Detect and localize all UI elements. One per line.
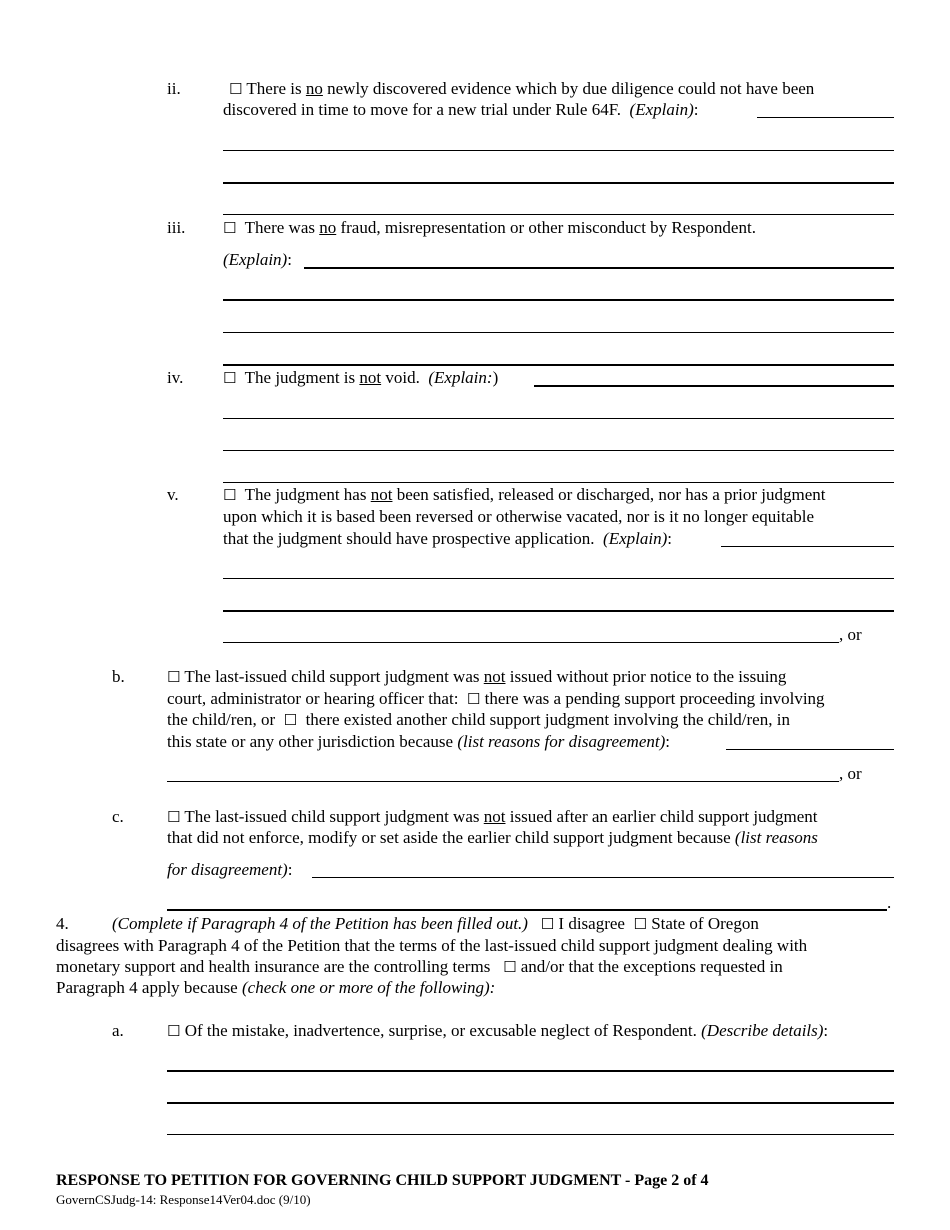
item-iii-emph: no [319, 218, 337, 237]
item-iii-text-post: fraud, misrepresentation or other misconduct by Respondent. [336, 218, 756, 237]
item-c-text-post: issued after an earlier child support judgment [505, 807, 818, 826]
item-c-line1 [167, 806, 818, 828]
item-iii-colon: : [287, 250, 292, 269]
para4-a-details-label: (Describe details) [701, 1021, 824, 1040]
item-b-answer-line[interactable] [726, 749, 894, 750]
item-ii-answer-line[interactable] [757, 117, 894, 118]
item-iii-answer-line[interactable] [223, 332, 894, 333]
item-iii-answer-line[interactable] [223, 364, 894, 366]
para4-a-answer-line[interactable] [167, 1102, 894, 1104]
item-b-checkbox[interactable]: ☐ [167, 668, 181, 686]
item-b-reasons-label: (list reasons for disagreement) [457, 732, 666, 751]
item-v-checkbox[interactable]: ☐ [223, 486, 237, 504]
item-c-checkbox[interactable]: ☐ [167, 808, 181, 826]
para4-number: 4. [56, 914, 69, 933]
item-b-line2 [167, 688, 825, 710]
item-b-line1 [167, 666, 786, 688]
item-iv-emph: not [359, 368, 382, 387]
item-c-line3 [167, 859, 292, 881]
para4-a-colon: : [823, 1021, 829, 1040]
item-ii-emph: no [305, 79, 323, 98]
item-iii-checkbox[interactable]: ☐ [223, 219, 237, 237]
footer-form-code: GovernCSJudg-14: Response14Ver04.doc (9/10) [56, 1192, 311, 1207]
para4-exceptions-checkbox[interactable]: ☐ [503, 958, 517, 976]
item-b-another-checkbox[interactable]: ☐ [283, 711, 298, 729]
footer-title: RESPONSE TO PETITION FOR GOVERNING CHILD SUPPORT JUDGMENT - Page 2 of 4 [56, 1172, 709, 1189]
para4-state-label: State of Oregon [651, 914, 759, 933]
item-v-text-post: been satisfied, released or discharged, nor has a prior judgment [392, 485, 826, 504]
item-c-line2 [167, 827, 818, 849]
item-v-line1 [223, 484, 826, 506]
item-iv-answer-line[interactable] [534, 385, 894, 387]
item-c-colon: : [287, 860, 293, 879]
item-iii-explain-label [223, 249, 292, 271]
item-b-pending-checkbox[interactable]: ☐ [466, 690, 481, 708]
para4-a-checkbox[interactable]: ☐ [167, 1022, 181, 1040]
para4-a-answer-line[interactable] [167, 1134, 894, 1135]
item-b-letter: b. [112, 667, 125, 686]
item-v-answer-line[interactable] [223, 578, 894, 579]
item-iv-explain: (Explain: [428, 368, 493, 387]
item-ii-text-post: newly discovered evidence which by due diligence could not have been [322, 79, 815, 98]
para4-line4-text: Paragraph 4 apply because [56, 978, 238, 997]
para4-line1 [112, 913, 759, 935]
item-v-line3 [223, 528, 672, 550]
item-ii-answer-line[interactable] [223, 214, 894, 215]
para4-a-text: Of the mistake, inadvertence, surprise, or excusable neglect of Respondent. [184, 1021, 697, 1040]
item-c-line2-text: that did not enforce, modify or set aside the earlier child support judgment because [167, 828, 731, 847]
para4-line3 [56, 956, 783, 978]
item-iv-answer-line[interactable] [223, 450, 894, 451]
para4-instruction: (check one or more of the following): [241, 978, 496, 997]
item-iv-text-post: void. [381, 368, 420, 387]
item-iii-number: iii. [167, 218, 186, 237]
item-ii-line2 [223, 99, 698, 121]
item-iv-checkbox[interactable]: ☐ [223, 369, 237, 387]
item-c-emph: not [483, 807, 506, 826]
item-b-line4-text: this state or any other jurisdiction because [167, 732, 454, 751]
item-v-line3-text: that the judgment should have prospective application. [223, 529, 595, 548]
item-ii-line1 [229, 78, 814, 100]
para4-state-checkbox[interactable]: ☐ [633, 915, 647, 933]
item-ii-checkbox[interactable]: ☐ [229, 80, 243, 98]
item-c-letter: c. [112, 807, 124, 826]
item-iv-answer-line[interactable] [223, 418, 894, 419]
item-c-answer-line[interactable] [167, 909, 887, 911]
item-iii-line1 [223, 217, 756, 239]
item-iii-explain: (Explain) [223, 250, 288, 269]
item-b-line2-pre: court, administrator or hearing officer that: [167, 689, 459, 708]
para4-line3-pre: monetary support and health insurance are the controlling terms [56, 957, 491, 976]
item-iv-answer-line[interactable] [223, 482, 894, 483]
item-v-answer-line[interactable] [223, 610, 894, 612]
item-v-or: , or [839, 625, 862, 644]
item-b-text-pre: The last-issued child support judgment was [184, 667, 484, 686]
item-iv-line1 [223, 367, 498, 389]
item-b-emph: not [483, 667, 506, 686]
item-b-answer-line[interactable] [167, 781, 839, 782]
item-iv-text-pre: The judgment is [244, 368, 360, 387]
item-c-answer-line[interactable] [312, 877, 894, 878]
item-v-answer-line[interactable] [721, 546, 894, 547]
para4-line2: disagrees with Paragraph 4 of the Petition that the terms of the last-issued child support judgment dealing with [56, 936, 808, 955]
item-ii-answer-line[interactable] [223, 150, 894, 151]
item-b-line2-post: there was a pending support proceeding involving [484, 689, 825, 708]
item-b-colon: : [665, 732, 670, 751]
para4-line4 [56, 977, 495, 999]
item-c-text-pre: The last-issued child support judgment was [184, 807, 484, 826]
para4-a-answer-line[interactable] [167, 1070, 894, 1072]
item-ii-answer-line[interactable] [223, 182, 894, 184]
item-b-line3-pre: the child/ren, or [167, 710, 276, 729]
item-iv-number: iv. [167, 368, 184, 387]
item-ii-colon: : [693, 100, 699, 119]
item-v-text-pre: The judgment has [244, 485, 371, 504]
item-v-emph: not [370, 485, 393, 504]
item-iii-text-pre: There was [244, 218, 320, 237]
para4-intro: (Complete if Paragraph 4 of the Petition has been filled out.) [112, 914, 528, 933]
item-v-line2: upon which it is based been reversed or otherwise vacated, nor is it no longer equitable [223, 507, 815, 526]
item-c-period: . [887, 893, 892, 912]
para4-line3-post: and/or that the exceptions requested in [520, 957, 783, 976]
item-ii-line2-text: discovered in time to move for a new trial under Rule 64F. [223, 100, 622, 119]
item-b-text-post: issued without prior notice to the issuing [505, 667, 787, 686]
para4-disagree-checkbox[interactable]: ☐ [540, 915, 555, 933]
item-iii-answer-line[interactable] [304, 267, 894, 269]
item-b-line4 [167, 731, 670, 753]
item-b-line3-post: there existed another child support judgment involving the child/ren, in [305, 710, 790, 729]
para4-a-line1 [167, 1020, 828, 1042]
item-ii-number: ii. [167, 79, 181, 98]
item-b-line3 [167, 709, 790, 731]
item-c-reasons-label: (list reasons [734, 828, 818, 847]
item-v-explain: (Explain) [603, 529, 668, 548]
item-c-reasons-label-2: for disagreement) [167, 860, 288, 879]
item-iv-close: ) [492, 368, 499, 387]
item-v-answer-line[interactable] [223, 642, 839, 643]
item-v-number: v. [167, 485, 179, 504]
item-v-colon: : [667, 529, 672, 548]
para4-disagree-label: I disagree [558, 914, 625, 933]
item-ii-text-pre: There is [246, 79, 306, 98]
item-iii-answer-line[interactable] [223, 299, 894, 301]
item-b-or: , or [839, 764, 862, 783]
para4-a-letter: a. [112, 1021, 124, 1040]
item-ii-explain: (Explain) [629, 100, 694, 119]
